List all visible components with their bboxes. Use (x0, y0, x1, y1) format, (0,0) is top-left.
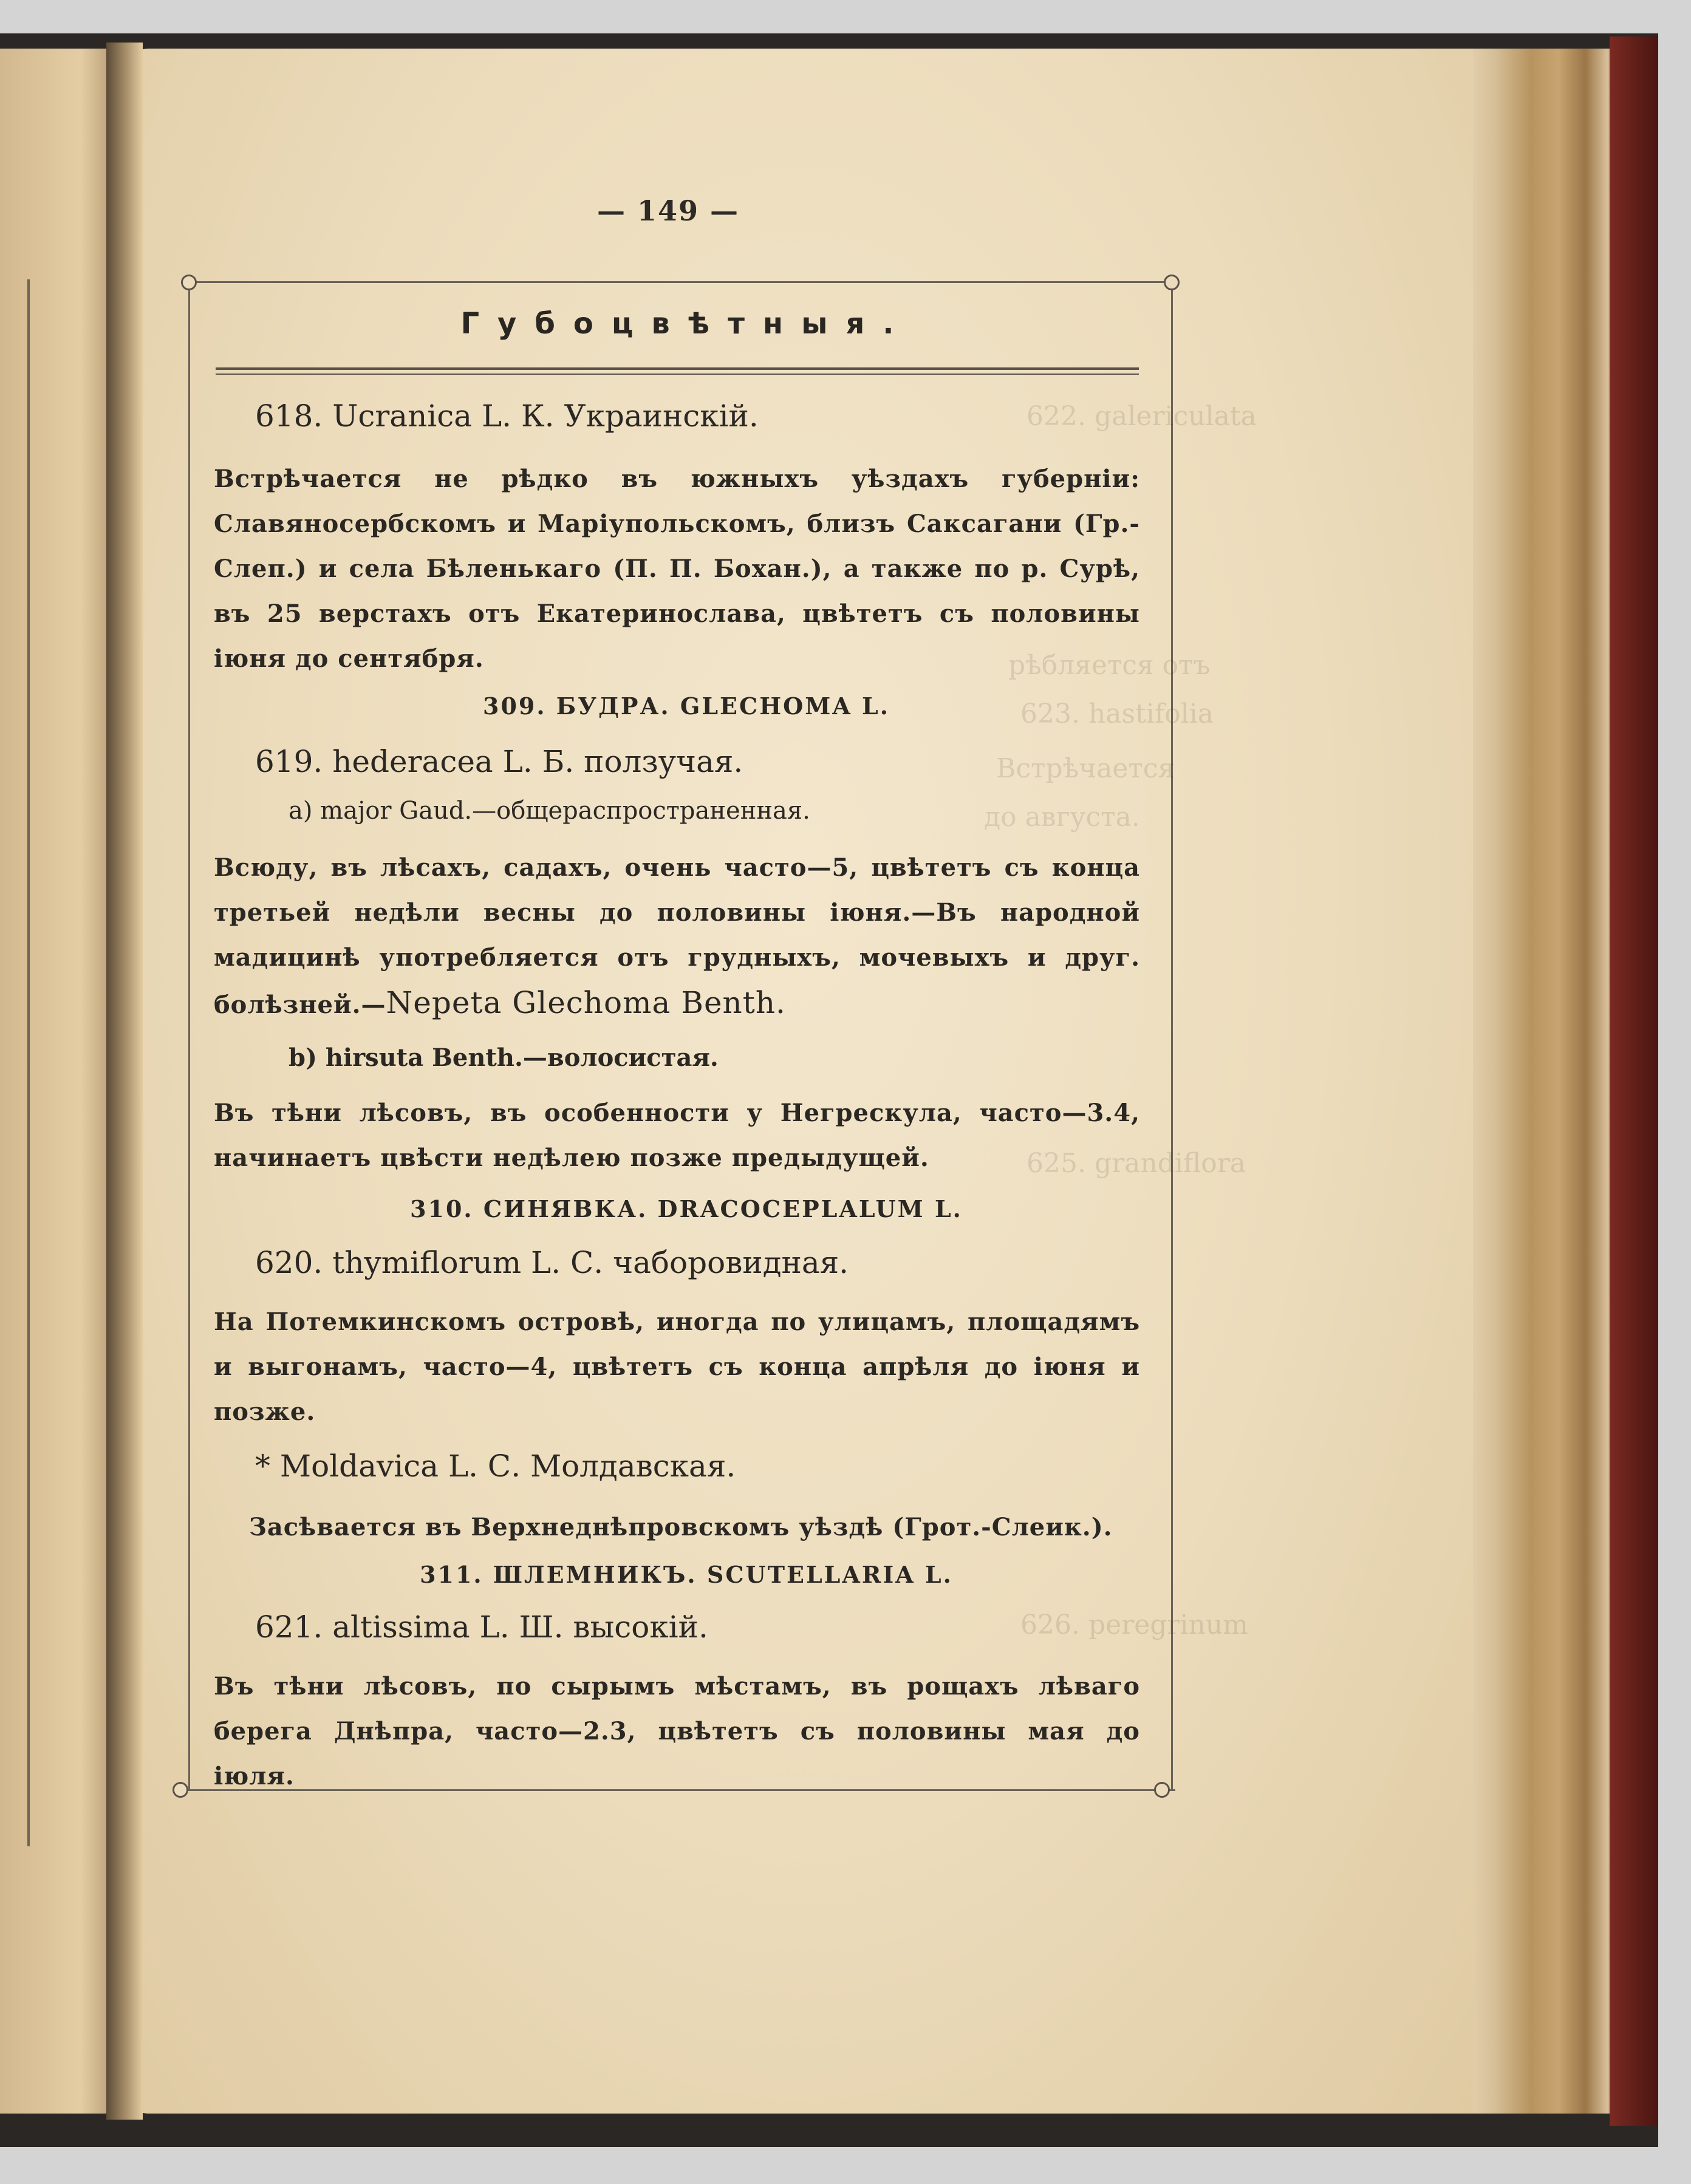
species-619-synonym: Nepeta Glechoma Benth. (386, 985, 786, 1020)
bleed-through: 626. peregrinum (1020, 1609, 1248, 1640)
species-619-text-b: Въ тѣни лѣсовъ, въ особенности у Негрескула, часто—3.4, начинаетъ цвѣсти недѣлею позже предыдущей. (214, 1099, 1140, 1172)
species-621-title: 621. altissima L. Ш. высокій. (255, 1609, 708, 1645)
book-gutter (106, 43, 143, 2120)
left-page-frame (0, 279, 30, 1846)
species-619-text-a (214, 845, 1140, 1028)
genus-310-heading: 310. СИНЯВКА. DRACOCEPLALUM L. (410, 1195, 963, 1223)
species-621-text: Въ тѣни лѣсовъ, по сырымъ мѣстамъ, въ рощахъ лѣваго берега Днѣпра, часто—2.3, цвѣтетъ съ половины мая до іюля. (214, 1672, 1140, 1790)
frame-ornament-icon (1164, 275, 1180, 290)
bleed-through: Встрѣчается (996, 753, 1175, 784)
species-618-title: 618. Ucranica L. К. Украинскій. (255, 398, 759, 434)
section-heading: Губоцвѣтныя. (460, 307, 912, 341)
species-620-title: 620. thymiflorum L. С. чаборовидная. (255, 1245, 849, 1280)
variety-b-text: b) hirsuta Benth.—волосистая. (289, 1043, 719, 1072)
bleed-through: 623. hastifolia (1020, 698, 1214, 729)
frame-ornament-icon (1154, 1782, 1170, 1798)
frame-ornament-icon (173, 1782, 188, 1798)
species-619-title: 619. hederacea L. Б. ползучая. (255, 744, 743, 779)
genus-311-heading: 311. ШЛЕМНИКЪ. SCUTELLARIA L. (420, 1561, 953, 1588)
bleed-through: до августа. (984, 802, 1140, 833)
species-620-text: На Потемкинскомъ островѣ, иногда по улицамъ, площадямъ и выгонамъ, часто—4, цвѣтетъ съ конца апрѣля до іюня и позже. (214, 1308, 1140, 1426)
bleed-through: 622. galericulata (1027, 401, 1257, 432)
left-page (0, 49, 115, 2114)
variety-a: а) major Gaud.—общераспространенная. (289, 797, 810, 825)
frame-top-rule (188, 281, 1172, 283)
genus-309-heading: 309. БУДРА. GLECHOMA L. (483, 692, 890, 720)
bleed-through: рѣбляется отъ (1008, 650, 1211, 681)
species-618-text: Встрѣчается не рѣдко въ южныхъ уѣздахъ губерніи: Славяносербскомъ и Маріупольскомъ, близъ Саксагани (Гр.-Слеп.) и села Бѣленькаго (П. П. Бохан.), а также по р. Сурѣ, въ 25 верстахъ отъ Екатеринослава, цвѣтетъ съ половины іюня до сентября. (214, 465, 1140, 673)
bleed-through: 625. grandiflora (1027, 1148, 1246, 1179)
species-619-text-a-body: Всюду, въ лѣсахъ, садахъ, очень часто—5, цвѣтетъ съ конца третьей недѣли весны до половины іюня.—Въ народной мадицинѣ употребляется отъ грудныхъ, мочевыхъ и друг. болѣзней.— (214, 853, 1140, 1019)
heading-rule-thin (216, 374, 1139, 375)
species-moldavica-text: Засѣвается въ Верхнеднѣпровскомъ уѣздѣ (Грот.-Слеик.). (249, 1513, 1113, 1541)
variety-b (289, 1043, 719, 1072)
frame-left-rule (188, 281, 190, 1789)
frame-ornament-icon (181, 275, 197, 290)
frame-right-rule (1171, 281, 1173, 1789)
page-number: — 149 — (596, 194, 740, 227)
book-cover-edge (1610, 36, 1658, 2126)
heading-rule-thick (216, 367, 1139, 370)
book-page (125, 49, 1473, 2114)
species-moldavica-title: * Moldavica L. С. Молдавская. (255, 1449, 736, 1484)
